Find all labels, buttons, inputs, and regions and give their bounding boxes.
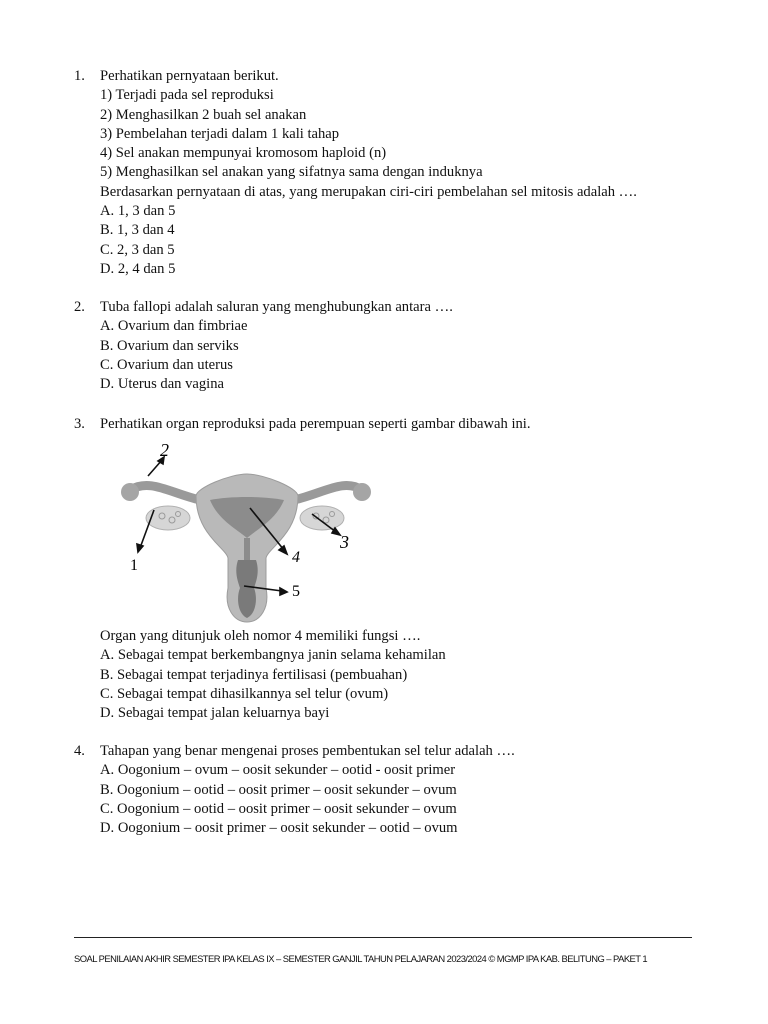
question-3 bbox=[74, 415, 714, 434]
label-5: 5 bbox=[292, 583, 300, 600]
question-number: 1. bbox=[74, 68, 85, 84]
label-1: 1 bbox=[130, 557, 138, 574]
question-3-continued bbox=[74, 627, 714, 723]
question-prompt: Tahapan yang benar mengenai proses pembentukan sel telur adalah …. bbox=[100, 743, 515, 759]
question-4 bbox=[74, 742, 714, 838]
question-prompt: Tuba fallopi adalah saluran yang menghubungkan antara …. bbox=[100, 299, 453, 315]
page-footer: SOAL PENILAIAN AKHIR SEMESTER IPA KELAS IX – SEMESTER GANJIL TAHUN PELAJARAN 2023/2024 © MGMP IPA KAB. BELITUNG – PAKET 1 bbox=[74, 954, 648, 965]
answer-option: A. Oogonium – ovum – oosit sekunder – ootid - oosit primer bbox=[100, 762, 456, 779]
question-number: 4. bbox=[74, 743, 85, 759]
answer-option: A. Ovarium dan fimbriae bbox=[100, 318, 248, 335]
statement: 3) Pembelahan terjadi dalam 1 kali tahap bbox=[100, 125, 340, 142]
question-stem: Perhatikan pernyataan berikut. bbox=[100, 68, 279, 84]
label-4: 4 bbox=[292, 549, 300, 566]
answer-option: D. Sebagai tempat jalan keluarnya bayi bbox=[100, 705, 330, 722]
answer-option: B. Ovarium dan serviks bbox=[100, 337, 239, 354]
answer-option: B. Oogonium – ootid – oosit primer – oosit sekunder – ovum bbox=[100, 781, 457, 798]
answer-option: A. 1, 3 dan 5 bbox=[100, 203, 176, 220]
answer-option: B. 1, 3 dan 4 bbox=[100, 222, 175, 239]
label-2: 2 bbox=[160, 440, 169, 460]
question-body bbox=[100, 67, 714, 279]
statement: 4) Sel anakan mempunyai kromosom haploid (n) bbox=[100, 145, 387, 162]
question-prompt: Berdasarkan pernyataan di atas, yang merupakan ciri-ciri pembelahan sel mitosis adalah …. bbox=[100, 183, 637, 200]
answer-option: B. Sebagai tempat terjadinya fertilisasi (pembuahan) bbox=[100, 666, 408, 683]
question-stem: Perhatikan organ reproduksi pada perempuan seperti gambar dibawah ini. bbox=[100, 416, 531, 432]
question-1 bbox=[74, 67, 714, 279]
statement: 2) Menghasilkan 2 buah sel anakan bbox=[100, 106, 307, 123]
question-body bbox=[100, 298, 714, 394]
question-body bbox=[100, 415, 714, 434]
question-2 bbox=[74, 298, 714, 394]
reproductive-organ-figure bbox=[100, 438, 390, 626]
label-3: 3 bbox=[340, 532, 349, 552]
answer-option: D. Oogonium – oosit primer – oosit sekunder – ootid – ovum bbox=[100, 820, 458, 837]
question-number: 3. bbox=[74, 416, 85, 432]
footer-divider bbox=[74, 937, 692, 938]
answer-option: C. Ovarium dan uterus bbox=[100, 356, 233, 373]
answer-option: D. 2, 4 dan 5 bbox=[100, 260, 176, 277]
uterus-diagram-image bbox=[100, 438, 390, 626]
question-body bbox=[100, 627, 714, 723]
question-prompt: Organ yang ditunjuk oleh nomor 4 memiliki fungsi …. bbox=[100, 628, 421, 644]
question-body bbox=[100, 742, 714, 838]
answer-option: C. 2, 3 dan 5 bbox=[100, 241, 175, 258]
statement: 1) Terjadi pada sel reproduksi bbox=[100, 87, 274, 104]
answer-option: A. Sebagai tempat berkembangnya janin selama kehamilan bbox=[100, 647, 446, 664]
answer-option: C. Sebagai tempat dihasilkannya sel telur (ovum) bbox=[100, 685, 389, 702]
answer-option: C. Oogonium – ootid – oosit primer – oosit sekunder – ovum bbox=[100, 800, 457, 817]
answer-option: D. Uterus dan vagina bbox=[100, 376, 225, 393]
statement: 5) Menghasilkan sel anakan yang sifatnya sama dengan induknya bbox=[100, 164, 483, 181]
question-number: 2. bbox=[74, 299, 85, 315]
